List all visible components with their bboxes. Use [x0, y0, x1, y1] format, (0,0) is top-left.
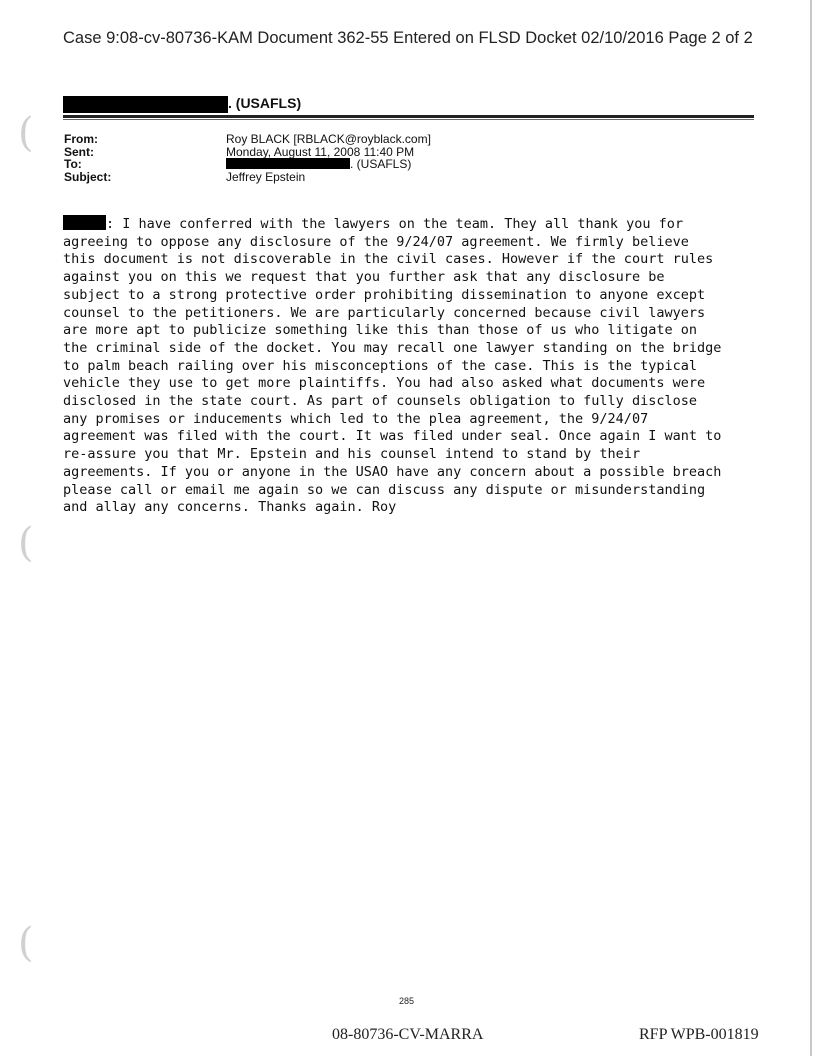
margin-hole-mark: ( [18, 110, 34, 156]
title-rule-thin [63, 119, 754, 120]
subject-label: Subject: [64, 169, 112, 184]
from-value: Roy BLACK [RBLACK@royblack.com] [226, 132, 431, 146]
email-title-block [63, 94, 754, 114]
footer-case-number: 08-80736-CV-MARRA [332, 1026, 484, 1043]
to-value: . (USAFLS) [350, 157, 412, 171]
sent-label: Sent: [64, 144, 94, 159]
sent-value: Monday, August 11, 2008 11:40 PM [226, 144, 415, 159]
page-edge-line [810, 0, 812, 1056]
margin-hole-mark: ( [18, 520, 34, 566]
email-title-row [63, 94, 754, 114]
to-label: To: [64, 157, 82, 171]
email-title: . (USAFLS) [228, 95, 302, 111]
from-label: From: [64, 132, 98, 146]
redaction-bar [226, 158, 350, 169]
margin-hole-mark: ( [18, 920, 34, 966]
page-number: 285 [399, 996, 415, 1006]
footer-bates-number: RFP WPB-001819 [639, 1026, 759, 1043]
email-body-text: : I have conferred with the lawyers on the team. They all thank you for agreeing to oppose any disclosure of the 9/24/07 agreement. We firmly believe this document is not discoverable in the civil cases. However if the court rules against you on this we request that you further ask that any disclosure be subject to a strong protective order prohibiting dissemination to anyone except counsel to the petitioners. We are particularly concerned because civil lawyers are more apt to publicize something like this than those of us who litigate on the criminal side of the docket. You may recall one lawyer standing on the bridge to palm beach railing over his misconceptions of the case. This is the typical vehicle they use to get more plaintiffs. You had also asked what documents were disclosed in the state court. As part of counsels obligation to fully disclose any promises or inducements which led to the plea agreement, the 9/24/07 agreement was filed with the court. It was filed under seal. Once again I want to re-assure you that Mr. Epstein and his counsel intend to stand by their agreements. If you or anyone in the USAO have any concern about a possible breach please call or email me again so we can discuss any dispute or misunderstanding and allay any concerns. Thanks again. Roy [63, 216, 722, 516]
redaction-bar [63, 215, 106, 230]
subject-value: Jeffrey Epstein [226, 169, 306, 184]
redaction-bar [63, 96, 228, 113]
title-rule [63, 115, 754, 118]
case-header: Case 9:08-cv-80736-KAM Document 362-55 Entered on FLSD Docket 02/10/2016 Page 2 of 2 [63, 29, 753, 47]
email-body [63, 215, 763, 517]
